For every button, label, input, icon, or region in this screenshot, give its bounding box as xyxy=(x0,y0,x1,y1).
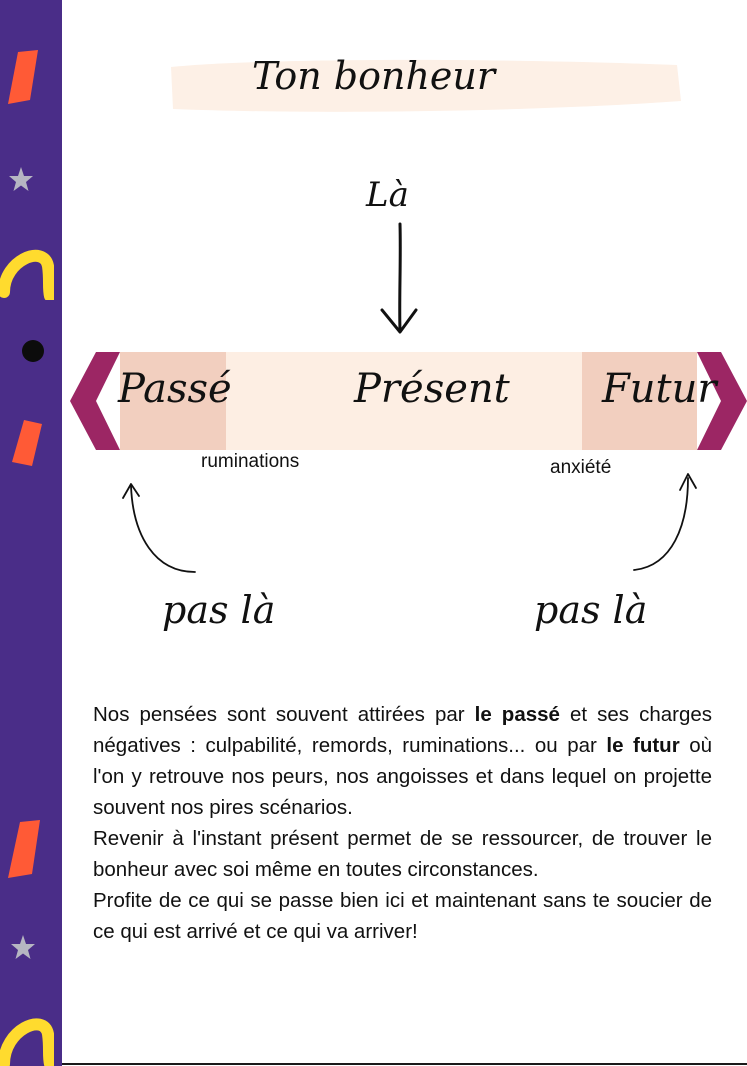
star-icon xyxy=(8,166,34,192)
curved-arrow-right-icon xyxy=(626,466,706,576)
emphasis-future: le futur xyxy=(606,734,680,757)
left-chevron-icon xyxy=(70,352,120,450)
down-arrow-icon xyxy=(370,220,430,340)
page-title: Ton bonheur xyxy=(251,54,496,98)
curved-arrow-left-icon xyxy=(115,476,205,580)
star-icon xyxy=(10,934,36,960)
yellow-squiggle-icon xyxy=(0,240,54,300)
timeline-present-label: Présent xyxy=(354,366,510,412)
not-here-left-label: pas là xyxy=(162,588,276,632)
pointer-label: Là xyxy=(366,175,409,215)
not-here-right-label: pas là xyxy=(534,588,648,632)
decorative-sidebar xyxy=(0,0,62,1066)
body-paragraph-2: Revenir à l'instant présent permet de se ressourcer, de trouver le bonheur avec soi même en toutes circonstances. xyxy=(93,827,712,881)
yellow-squiggle-icon xyxy=(0,1004,54,1066)
black-dot-icon xyxy=(20,338,46,364)
body-text xyxy=(93,699,712,947)
body-paragraph-3: Profite de ce qui se passe bien ici et maintenant sans te soucier de ce qui est arrivé et ce qui va arriver! xyxy=(93,889,712,943)
orange-parallelogram-icon xyxy=(10,418,44,468)
orange-parallelogram-icon xyxy=(6,818,42,880)
emphasis-past: le passé xyxy=(474,703,560,726)
future-annotation: anxiété xyxy=(550,457,612,478)
timeline-future-label: Futur xyxy=(602,366,717,412)
body-paragraph-1: Nos pensées sont souvent attirées par le passé et ses charges négatives : culpabilité, remords, ruminations... ou par le futur où l'on y retrouve nos peurs, nos angoisses et dans lequel on projette souvent nos pires scénarios. xyxy=(93,703,713,819)
timeline-past-label: Passé xyxy=(118,366,232,412)
bottom-divider xyxy=(62,1063,747,1065)
past-annotation: ruminations xyxy=(201,451,300,472)
